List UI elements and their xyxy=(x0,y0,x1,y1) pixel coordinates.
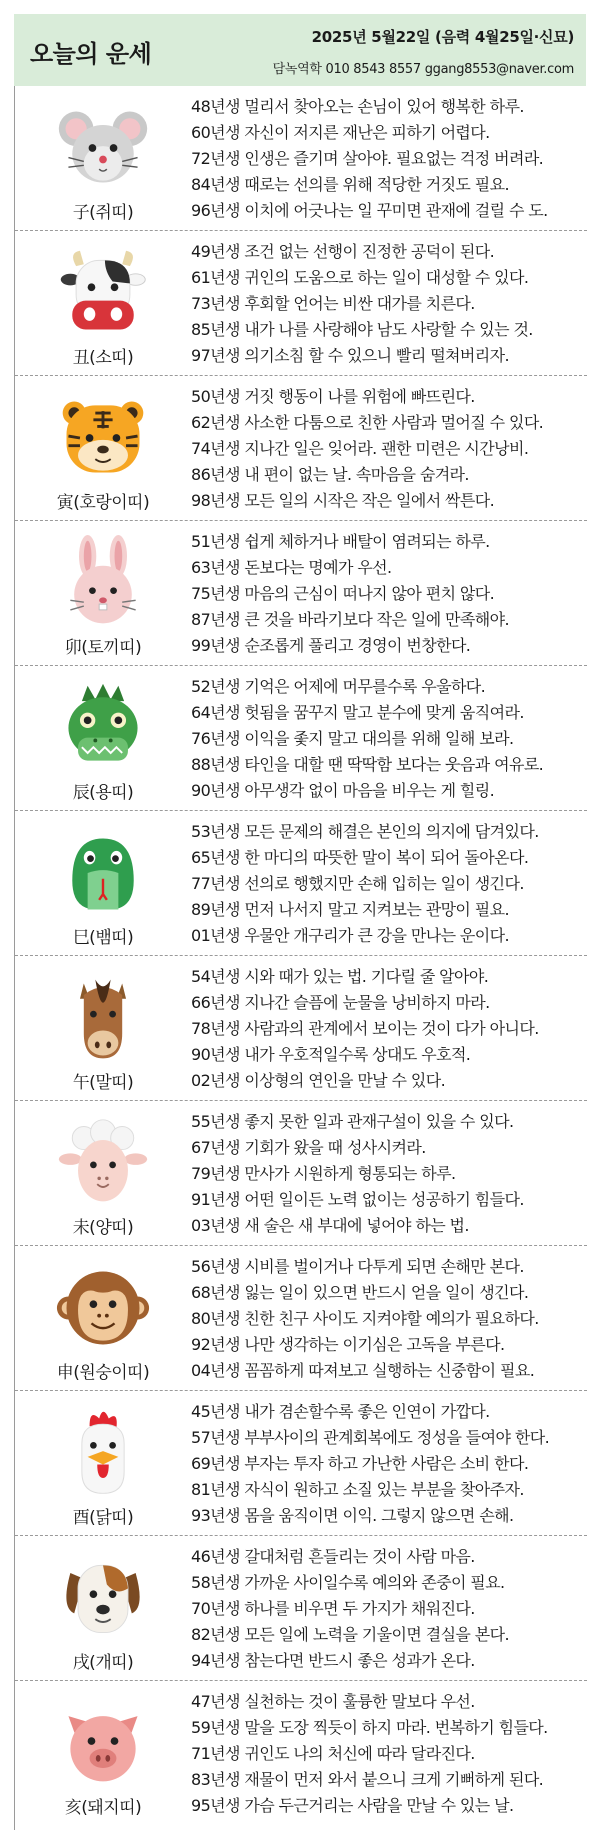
fortune-line: 77년생 선의로 행했지만 손해 입히는 일이 생긴다. xyxy=(191,874,524,893)
fortune-line: 54년생 시와 때가 있는 법. 기다릴 줄 알아야. xyxy=(191,967,489,986)
fortune-line: 55년생 좋지 못한 일과 관재구설이 있을 수 있다. xyxy=(191,1112,514,1131)
fortune-line: 78년생 사람과의 관계에서 보이는 것이 다가 아니다. xyxy=(191,1019,539,1038)
fortune-lines xyxy=(191,384,583,514)
zodiac-row-horse xyxy=(15,956,587,1101)
fortune-lines xyxy=(191,529,583,659)
snake-icon xyxy=(55,825,151,921)
zodiac-row-rabbit xyxy=(15,521,587,666)
fortune-lines xyxy=(191,1254,583,1384)
fortune-line: 46년생 갈대처럼 흔들리는 것이 사람 마음. xyxy=(191,1547,475,1566)
fortune-line: 57년생 부부사이의 관계회복에도 정성을 들여야 한다. xyxy=(191,1428,550,1447)
fortune-lines xyxy=(191,239,583,369)
fortune-line: 91년생 어떤 일이든 노력 없이는 성공하기 힘들다. xyxy=(191,1190,524,1209)
fortune-line: 90년생 내가 우호적일수록 상대도 우호적. xyxy=(191,1045,471,1064)
fortune-line: 86년생 내 편이 없는 날. 속마음을 숨겨라. xyxy=(191,465,469,484)
zodiac-label: 未(양띠) xyxy=(72,1218,134,1238)
fortune-line: 53년생 모든 문제의 해결은 본인의 의지에 담겨있다. xyxy=(191,822,539,841)
fortune-line: 52년생 기억은 어제에 머무를수록 우울하다. xyxy=(191,677,486,696)
fortune-line: 95년생 가슴 두근거리는 사람을 만날 수 있는 날. xyxy=(191,1796,514,1815)
fortune-line: 99년생 순조롭게 풀리고 경영이 번창한다. xyxy=(191,636,471,655)
zodiac-label: 卯(토끼띠) xyxy=(64,638,142,658)
fortune-line: 48년생 멀리서 찾아오는 손님이 있어 행복한 하루. xyxy=(191,97,524,116)
dog-icon xyxy=(55,1550,151,1646)
fortune-line: 04년생 꼼꼼하게 따져보고 실행하는 신중함이 필요. xyxy=(191,1361,535,1380)
fortune-line: 94년생 참는다면 반드시 좋은 성과가 온다. xyxy=(191,1651,475,1670)
tiger-icon xyxy=(55,390,151,486)
fortune-line: 83년생 재물이 먼저 와서 붙으니 크게 기뻐하게 된다. xyxy=(191,1770,544,1789)
pig-icon xyxy=(55,1695,151,1791)
fortune-line: 96년생 이치에 어긋나는 일 꾸미면 관재에 걸릴 수 도. xyxy=(191,201,548,220)
fortune-line: 74년생 지나간 일은 잊어라. 괜한 미련은 시간낭비. xyxy=(191,439,529,458)
zodiac-row-tiger xyxy=(15,376,587,521)
fortune-line: 51년생 쉽게 체하거나 배탈이 염려되는 하루. xyxy=(191,532,490,551)
fortune-lines xyxy=(191,1689,583,1819)
fortune-line: 75년생 마음의 근심이 떠나지 않아 편치 않다. xyxy=(191,584,495,603)
fortune-lines xyxy=(191,94,583,224)
zodiac-row-dragon xyxy=(15,666,587,811)
sheep-icon xyxy=(55,1115,151,1211)
fortune-line: 87년생 큰 것을 바라기보다 작은 일에 만족해야. xyxy=(191,610,509,629)
zodiac-row-ox xyxy=(15,231,587,376)
fortune-line: 72년생 인생은 즐기며 살아야. 필요없는 걱정 버려라. xyxy=(191,149,544,168)
zodiac-label: 酉(닭띠) xyxy=(72,1508,134,1528)
fortune-line: 64년생 헛됨을 꿈꾸지 말고 분수에 맞게 움직여라. xyxy=(191,703,524,722)
zodiac-row-rooster xyxy=(15,1391,587,1536)
zodiac-label: 辰(용띠) xyxy=(72,783,134,803)
fortune-line: 47년생 실천하는 것이 훌륭한 말보다 우선. xyxy=(191,1692,475,1711)
zodiac-row-sheep xyxy=(15,1101,587,1246)
fortune-line: 71년생 귀인도 나의 처신에 따라 달라진다. xyxy=(191,1744,475,1763)
zodiac-row-dog xyxy=(15,1536,587,1681)
fortune-lines xyxy=(191,1399,583,1529)
zodiac-label: 丑(소띠) xyxy=(72,348,134,368)
fortune-line: 98년생 모든 일의 시작은 작은 일에서 싹튼다. xyxy=(191,491,495,510)
fortune-line: 50년생 거짓 행동이 나를 위험에 빠뜨린다. xyxy=(191,387,475,406)
fortune-line: 65년생 한 마디의 따뜻한 말이 복이 되어 돌아온다. xyxy=(191,848,529,867)
fortune-line: 93년생 몸을 움직이면 이익. 그렇지 않으면 손해. xyxy=(191,1506,514,1525)
fortune-line: 88년생 타인을 대할 땐 딱딱함 보다는 웃음과 여유로. xyxy=(191,755,544,774)
header-bar xyxy=(14,14,586,86)
rooster-icon xyxy=(55,1405,151,1501)
fortune-line: 68년생 잃는 일이 있으면 반드시 얻을 일이 생긴다. xyxy=(191,1283,529,1302)
monkey-icon xyxy=(55,1260,151,1356)
zodiac-label: 亥(돼지띠) xyxy=(64,1798,142,1818)
fortune-line: 85년생 내가 나를 사랑해야 남도 사랑할 수 있는 것. xyxy=(191,320,533,339)
fortune-line: 03년생 새 술은 새 부대에 넣어야 하는 법. xyxy=(191,1216,469,1235)
fortune-line: 69년생 부자는 투자 하고 가난한 사람은 소비 한다. xyxy=(191,1454,529,1473)
zodiac-label: 寅(호랑이띠) xyxy=(56,493,150,513)
fortune-line: 66년생 지나간 슬픔에 눈물을 낭비하지 마라. xyxy=(191,993,490,1012)
horse-icon xyxy=(55,970,151,1066)
fortune-line: 84년생 때로는 선의를 위해 적당한 거짓도 필요. xyxy=(191,175,509,194)
fortune-line: 49년생 조건 없는 선행이 진정한 공덕이 된다. xyxy=(191,242,495,261)
fortune-line: 67년생 기회가 왔을 때 성사시켜라. xyxy=(191,1138,426,1157)
fortune-line: 61년생 귀인의 도움으로 하는 일이 대성할 수 있다. xyxy=(191,268,529,287)
fortune-line: 90년생 아무생각 없이 마음을 비우는 게 힐링. xyxy=(191,781,495,800)
dragon-icon xyxy=(55,680,151,776)
zodiac-label: 午(말띠) xyxy=(72,1073,134,1093)
fortune-line: 79년생 만사가 시원하게 형통되는 하루. xyxy=(191,1164,456,1183)
fortune-line: 97년생 의기소침 할 수 있으니 빨리 떨쳐버리자. xyxy=(191,346,509,365)
zodiac-label: 申(원숭이띠) xyxy=(56,1363,150,1383)
fortune-lines xyxy=(191,1109,583,1239)
fortune-line: 81년생 자식이 원하고 소질 있는 부분을 찾아주자. xyxy=(191,1480,524,1499)
contact-line: 담녹역학 010 8543 8557 ggang8553@naver.com xyxy=(272,62,574,77)
date-line: 2025년 5월22일 (음력 4월25일·신묘) xyxy=(311,28,574,46)
fortune-line: 63년생 돈보다는 명예가 우선. xyxy=(191,558,392,577)
fortune-lines xyxy=(191,674,583,804)
zodiac-label: 巳(뱀띠) xyxy=(72,928,134,948)
fortune-line: 45년생 내가 겸손할수록 좋은 인연이 가깝다. xyxy=(191,1402,490,1421)
fortune-line: 62년생 사소한 다툼으로 친한 사람과 멀어질 수 있다. xyxy=(191,413,544,432)
fortune-line: 02년생 이상형의 연인을 만날 수 있다. xyxy=(191,1071,446,1090)
fortune-lines xyxy=(191,1544,583,1674)
fortune-line: 70년생 하나를 비우면 두 가지가 채워진다. xyxy=(191,1599,475,1618)
fortune-line: 89년생 먼저 나서지 말고 지켜보는 관망이 필요. xyxy=(191,900,509,919)
fortune-line: 73년생 후회할 언어는 비싼 대가를 치른다. xyxy=(191,294,475,313)
fortune-lines xyxy=(191,964,583,1094)
rat-icon xyxy=(55,100,151,196)
fortune-list xyxy=(14,86,587,1830)
zodiac-row-rat xyxy=(15,86,587,231)
rabbit-icon xyxy=(55,535,151,631)
zodiac-label: 戌(개띠) xyxy=(72,1653,134,1673)
zodiac-row-monkey xyxy=(15,1246,587,1391)
zodiac-row-snake xyxy=(15,811,587,956)
fortune-line: 60년생 자신이 저지른 재난은 피하기 어렵다. xyxy=(191,123,490,142)
fortune-line: 56년생 시비를 벌이거나 다투게 되면 손해만 본다. xyxy=(191,1257,524,1276)
fortune-line: 92년생 나만 생각하는 이기심은 고독을 부른다. xyxy=(191,1335,505,1354)
fortune-line: 58년생 가까운 사이일수록 예의와 존중이 필요. xyxy=(191,1573,505,1592)
fortune-line: 59년생 말을 도장 찍듯이 하지 마라. 번복하기 힘들다. xyxy=(191,1718,548,1737)
page-title: 오늘의 운세 xyxy=(30,40,152,68)
fortune-line: 80년생 친한 친구 사이도 지켜야할 예의가 필요하다. xyxy=(191,1309,539,1328)
ox-icon xyxy=(55,245,151,341)
fortune-lines xyxy=(191,819,583,949)
zodiac-label: 子(쥐띠) xyxy=(72,203,134,223)
fortune-line: 82년생 모든 일에 노력을 기울이면 결실을 본다. xyxy=(191,1625,509,1644)
fortune-line: 01년생 우물안 개구리가 큰 강을 만나는 운이다. xyxy=(191,926,509,945)
zodiac-row-pig xyxy=(15,1681,587,1825)
fortune-line: 76년생 이익을 좇지 말고 대의를 위해 일해 보라. xyxy=(191,729,514,748)
